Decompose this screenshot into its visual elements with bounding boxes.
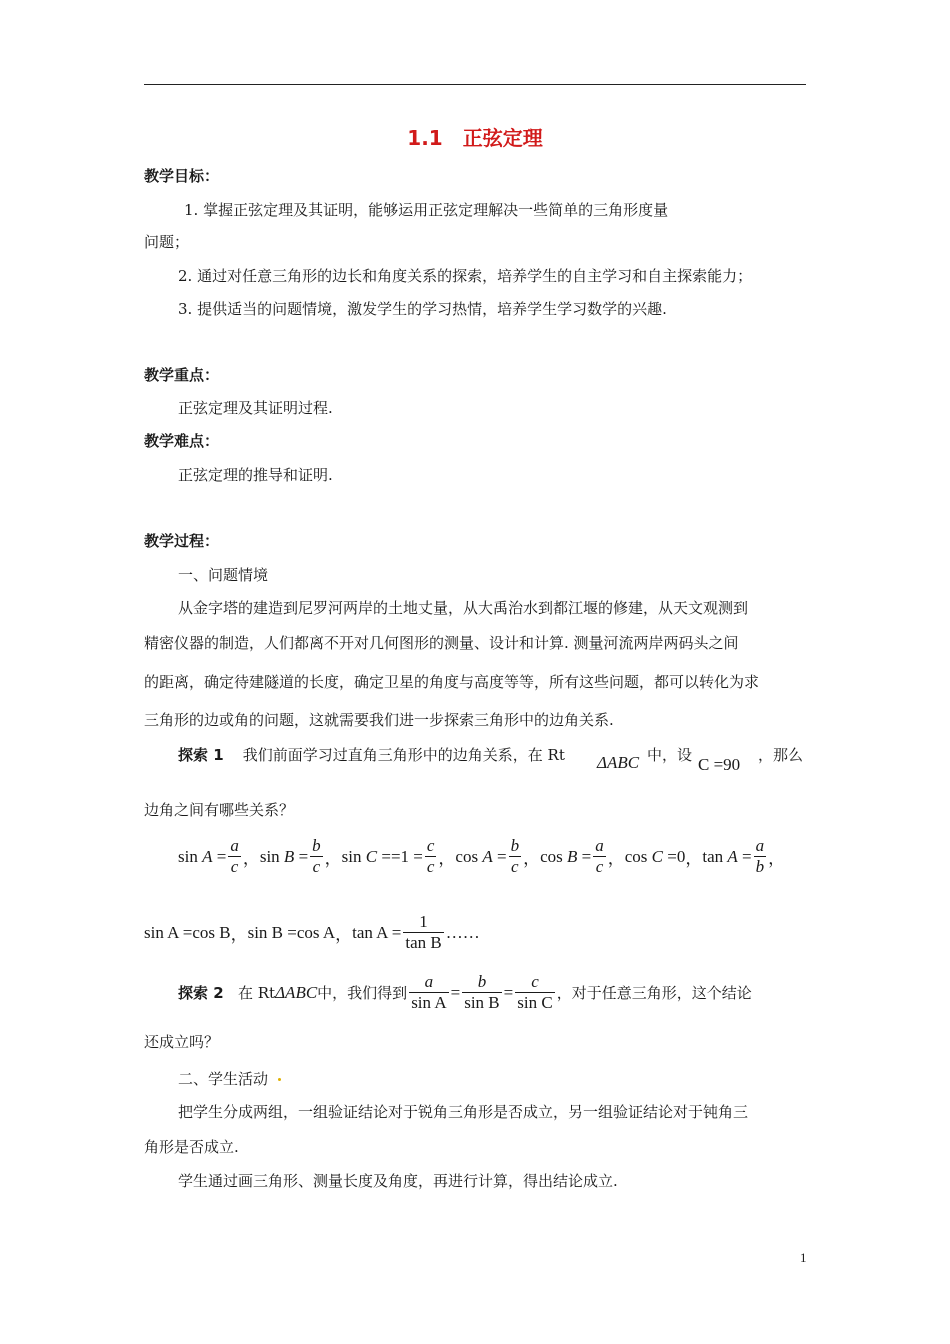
explore-1-line1 <box>178 744 565 765</box>
objective-1-line1: 1. 掌握正弦定理及其证明，能够运用正弦定理解决一些简单的三角形度量 <box>184 201 669 219</box>
explore-1-mid: 中，设 <box>647 746 693 764</box>
explore-1-end: ，那么 <box>758 746 804 764</box>
activity-line: 学生通过画三角形、测量长度及角度，再进行计算，得出结论成立. <box>178 1172 618 1190</box>
objectives-heading: 教学目标： <box>144 167 220 185</box>
fraction: $\frac{c}{c}$ <box>426 836 435 876</box>
formula-term: sin B = <box>259 846 309 866</box>
objective-1-line2: 问题； <box>144 233 190 251</box>
angle-condition: C =90 <box>698 755 741 774</box>
sine-ratio-equation: $\frac{a}{\text{sin A}}$ = $\frac{b}{\text{sin B}}$ = $\frac{c}{\text{sin C}}$ <box>411 972 553 1012</box>
section-1-heading: 一、问题情境 <box>178 566 269 584</box>
process-heading: 教学过程： <box>144 532 220 550</box>
header-rule <box>144 84 806 85</box>
ellipsis: …… <box>445 922 480 942</box>
formula-term: sin A = <box>178 846 227 866</box>
fraction: $\frac{b}{c}$ <box>312 836 321 876</box>
activity-line: 角形是否成立. <box>144 1138 239 1156</box>
paragraph-line: 的距离，确定待建隧道的长度，确定卫星的角度与高度等等，所有这些问题，都可以转化为求 <box>144 673 760 691</box>
marker-dot <box>278 1078 281 1081</box>
paragraph-line: 三角形的边或角的问题，这就需要我们进一步探索三角形中的边角关系. <box>144 711 614 729</box>
formula-term: tan A = <box>702 846 752 866</box>
explore-2-line2: 还成立吗？ <box>144 1033 220 1051</box>
paragraph-line: 从金字塔的建造到尼罗河两岸的土地丈量，从大禹治水到都江堰的修建，从天文观测到 <box>178 599 749 617</box>
explore-1-line2: 边角之间有哪些关系？ <box>144 801 295 819</box>
key-points-heading: 教学重点： <box>144 366 220 384</box>
fraction: $\frac{a}{b}$ <box>755 836 765 876</box>
explore-2-label: 探索 2 <box>178 984 224 1002</box>
explore-2-line1: 探索 2 在 Rt ΔABC 中，我们得到 $\frac{a}{\text{sin A}}$ = $\frac{b}{\text{sin B}}$ = $\frac{c}{\text{sin C}}$ ，对于任意三角形，这个结论 <box>178 972 752 1012</box>
formula-part: tan A = <box>352 922 402 942</box>
formula-line-2: sin A =cos B ， sin B =cos A ， tan A = $\frac{1}{\text{tan B}}$ …… <box>144 912 480 952</box>
page-number: 1 <box>800 1250 807 1265</box>
triangle-abc: ΔABC <box>275 982 318 1002</box>
formula-part: sin B =cos A <box>247 922 336 942</box>
difficulties-text: 正弦定理的推导和证明. <box>178 466 333 484</box>
fraction: $\frac{b}{c}$ <box>510 836 520 876</box>
formula-term: sin C ==1 = <box>341 846 423 866</box>
formula-part: sin A =cos B <box>144 922 231 942</box>
paragraph-line: 精密仪器的制造，人们都离不开对几何图形的测量、设计和计算. 测量河流两岸两码头之间 <box>144 634 739 652</box>
objective-3: 3. 提供适当的问题情境，激发学生的学习热情，培养学生学习数学的兴趣. <box>178 300 667 318</box>
difficulties-heading: 教学难点： <box>144 432 220 450</box>
section-2-heading: 二、学生活动 <box>178 1070 269 1088</box>
formula-line-1: sin A = $\frac{a}{c}$ ， sin B = $\frac{b}{c}$ ， sin C ==1 = $\frac{c}{c}$ ， cos A = $\frac{b}{c}$ ， cos B = $\frac{a}{c}$ ， cos C =0 ， tan A = $\frac{a}{b}$ ， <box>178 836 786 876</box>
page-title: 1.1 正弦定理 <box>407 126 543 150</box>
activity-line: 把学生分成两组，一组验证结论对于锐角三角形是否成立，另一组验证结论对于钝角三 <box>178 1103 749 1121</box>
key-points-text: 正弦定理及其证明过程. <box>178 399 333 417</box>
fraction: $\frac{a}{c}$ <box>230 836 239 876</box>
objective-2: 2. 通过对任意三角形的边长和角度关系的探索，培养学生的自主学习和自主探索能力； <box>178 267 753 285</box>
formula-term: cos B = <box>540 846 592 866</box>
formula-term: cos A = <box>455 846 507 866</box>
formula-term: cos C =0 <box>624 846 686 866</box>
triangle-abc: ΔABC <box>597 753 640 772</box>
fraction: $\frac{1}{\text{tan B}}$ <box>405 912 442 952</box>
explore-1-text: 我们前面学习过直角三角形中的边角关系，在 Rt <box>242 746 565 764</box>
fraction: $\frac{a}{c}$ <box>595 836 604 876</box>
explore-1-label: 探索 1 <box>178 746 224 764</box>
